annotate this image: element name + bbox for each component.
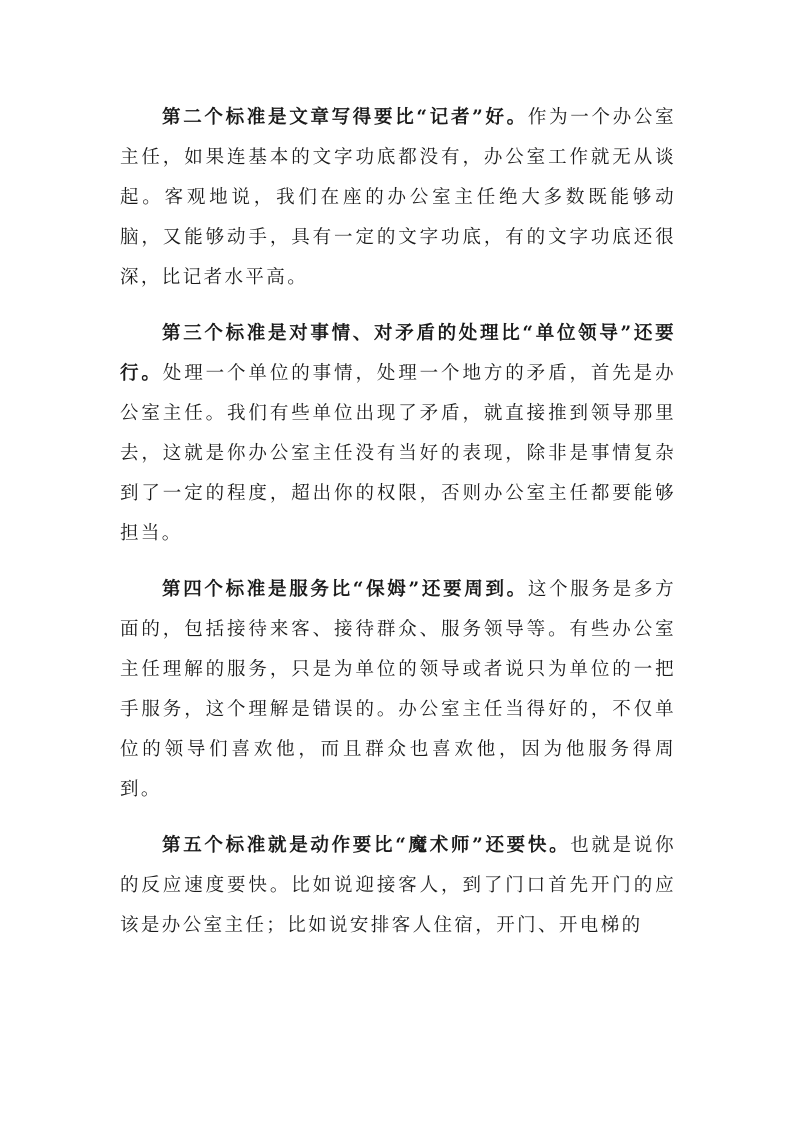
paragraph-lead: 第四个标准是服务比“保姆”还要周到。 xyxy=(162,579,528,600)
paragraph-body: 处理一个单位的事情，处理一个地方的矛盾，首先是办公室主任。我们有些单位出现了矛盾，就直接推到领导那里去，这就是你办公室主任没有当好的表现，除非是事情复杂到了一定的程度，超出你的权限，否则办公室主任都要能够担当。 xyxy=(120,363,676,544)
paragraph-standard-2 xyxy=(120,98,676,298)
document-page xyxy=(120,98,676,962)
paragraph-standard-3 xyxy=(120,314,676,554)
paragraph-lead: 第三个标准是对事情、对矛盾的处理比“单位领导”还要行。 xyxy=(120,323,676,384)
paragraph-standard-5 xyxy=(120,826,676,946)
paragraph-body: 也就是说你的反应速度要快。比如说迎接客人，到了门口首先开门的应该是办公室主任；比如说安排客人住宿，开门、开电梯的 xyxy=(120,835,676,936)
paragraph-standard-4 xyxy=(120,570,676,810)
paragraph-body: 这个服务是多方面的，包括接待来客、接待群众、服务领导等。有些办公室主任理解的服务，只是为单位的领导或者说只为单位的一把手服务，这个理解是错误的。办公室主任当得好的，不仅单位的领导们喜欢他，而且群众也喜欢他，因为他服务得周到。 xyxy=(120,579,676,800)
paragraph-lead: 第二个标准是文章写得要比“记者”好。 xyxy=(162,107,528,128)
paragraph-body: 作为一个办公室主任，如果连基本的文字功底都没有，办公室工作就无从谈起。客观地说，我们在座的办公室主任绝大多数既能够动脑，又能够动手，具有一定的文字功底，有的文字功底还很深，比记者水平高。 xyxy=(120,107,676,288)
paragraph-lead: 第五个标准就是动作要比“魔术师”还要快。 xyxy=(162,835,571,856)
